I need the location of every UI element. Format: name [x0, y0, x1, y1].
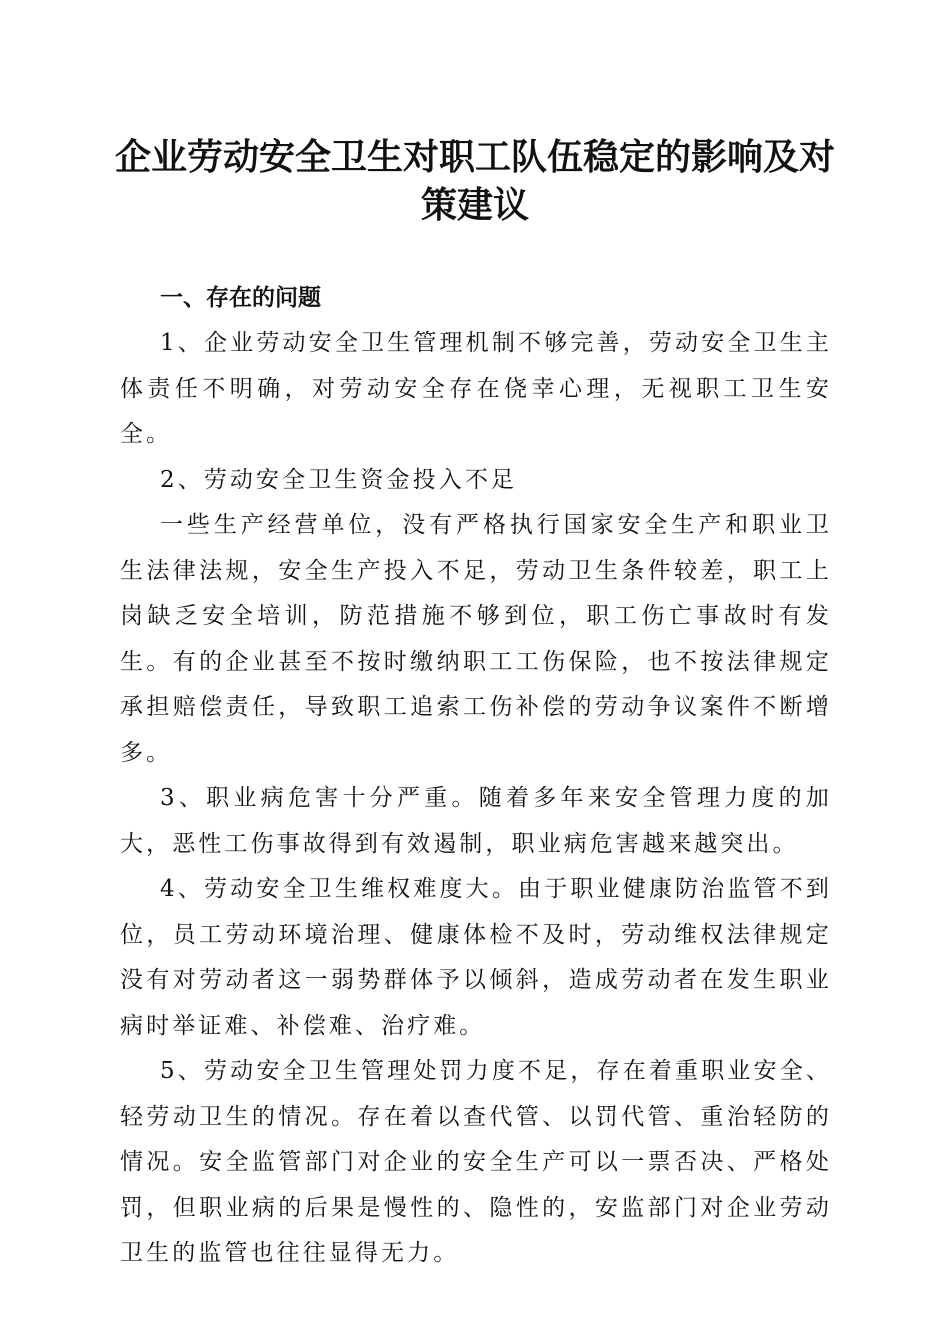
- paragraph-5: 4、劳动安全卫生维权难度大。由于职业健康防治监管不到位，员工劳动环境治理、健康体检不及时，劳动维权法律规定没有对劳动者这一弱势群体予以倾斜，造成劳动者在发生职业病时举证难、补偿难、治疗难。: [120, 876, 832, 1039]
- paragraph-3: 一些生产经营单位，没有严格执行国家安全生产和职业卫生法律法规，安全生产投入不足，劳动卫生条件较差，职工上岗缺乏安全培训，防范措施不够到位，职工伤亡事故时有发生。有的企业甚至不按时缴纳职工工伤保险，也不按法律规定承担赔偿责任，导致职工追索工伤补偿的劳动争议案件不断增多。: [120, 512, 832, 766]
- document-title: 企业劳动安全卫生对职工队伍稳定的影响及对策建议: [114, 136, 835, 226]
- paragraph-1: 1、企业劳动安全卫生管理机制不够完善，劳动安全卫生主体责任不明确，对劳动安全存在侥幸心理，无视职工卫生安全。: [120, 330, 832, 447]
- paragraph-4: 3、职业病危害十分严重。随着多年来安全管理力度的加大，恶性工伤事故得到有效遏制，职业病危害越来越突出。: [120, 785, 832, 857]
- document-body: [120, 321, 832, 1277]
- section-heading: 一、存在的问题: [160, 285, 321, 311]
- paragraph-6: 5、劳动安全卫生管理处罚力度不足，存在着重职业安全、轻劳动卫生的情况。存在着以查代管、以罚代管、重治轻防的情况。安全监管部门对企业的安全生产可以一票否决、严格处罚，但职业病的后果是慢性的、隐性的，安监部门对企业劳动卫生的监管也往往显得无力。: [120, 1058, 832, 1266]
- paragraph-2: 2、劳动安全卫生资金投入不足: [160, 466, 518, 493]
